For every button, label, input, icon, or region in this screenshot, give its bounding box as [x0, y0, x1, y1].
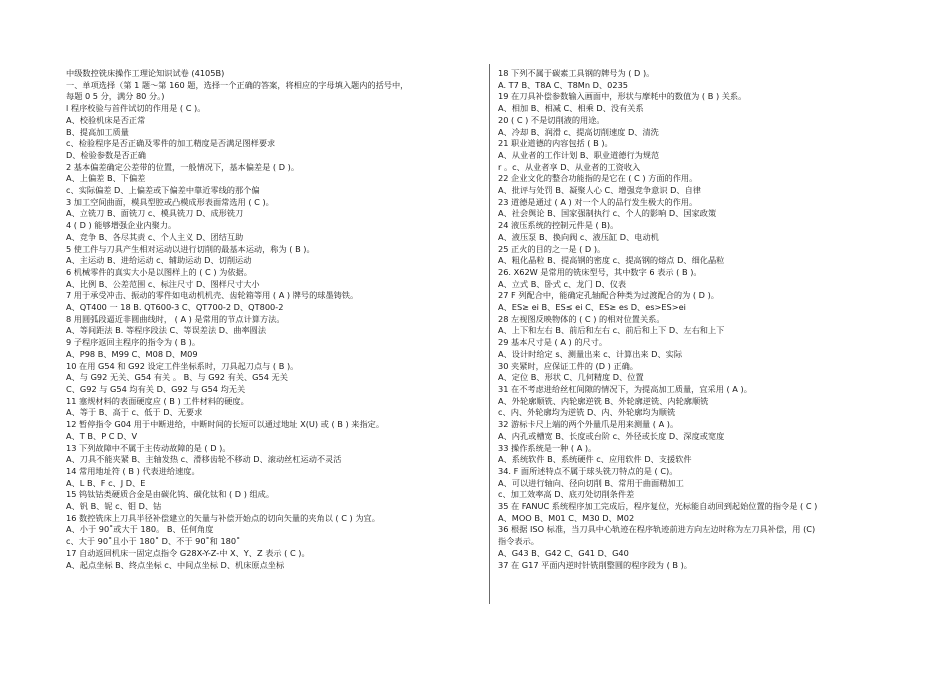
left-column-line: 一、单项选择（第 1 题～第 160 题，选择一个正确的答案，将相应的字母填入题内的括号中，: [66, 79, 409, 90]
right-column-line: A、相加 B、相减 C、相乘 D、没有关系: [498, 103, 644, 114]
left-column-line: 每题 0 5 分，满分 80 分。): [66, 91, 165, 102]
column-divider: [489, 64, 490, 604]
right-column-line: 32 游标卡尺上端的两个外量爪是用来测量 ( A )。: [498, 419, 679, 430]
right-column-line: A、从业者的工作计划 B、职业道德行为规范: [498, 149, 660, 160]
left-column-line: 中级数控铣床操作工理论知识试卷 (4105B): [66, 68, 225, 78]
right-column-line: 27 F 列配合中，能确定孔轴配合种类为过渡配合的为 ( D )。: [498, 290, 719, 301]
left-column-line: A、P98 B、M99 C、M08 D、M09: [66, 348, 198, 359]
left-column-line: A、竞争 B、各尽其责 c、个人主义 D、团结互助: [66, 231, 244, 242]
right-column: [498, 68, 898, 571]
left-column-line: A、刀具不能夹紧 B、主轴发热 c、滑移齿轮不移动 D、滚动丝杠运动不灵活: [66, 454, 342, 465]
right-column-line: A、社会舆论 B、国家强制执行 c、个人的影响 D、国家政策: [498, 208, 717, 219]
left-column-line: A、上偏差 B、下偏差: [66, 173, 146, 184]
left-column-line: 17 自动返回机床一固定点指令 G28X-Y-Z-中 X、Y、Z 表示 ( C )。: [66, 547, 310, 558]
right-column-line: c、加工效率高 D、底刃处切削条件差: [498, 489, 635, 500]
left-column-line: 15 钨钛钴类硬质合金是由碳化钨、碳化钛和 ( D ) 组成。: [66, 489, 275, 500]
right-column-line: A、冷却 B、润滑 c、提高切削速度 D、清洗: [498, 126, 659, 137]
right-column-line: r 。c、从业者享 D、从业者的工资收入: [498, 161, 641, 172]
right-column-line: A、系统软件 B、系统硬件 c、应用软件 D、支援软件: [498, 454, 692, 465]
right-column-line: A、设计时给定 s、测量出来 c、计算出来 D、实际: [498, 348, 683, 359]
left-column-line: 12 暂停指令 G04 用于中断进给，中断时间的长短可以通过地址 X(U) 或 ( B ) 来指定。: [66, 419, 385, 430]
right-column-line: 28 左视图反映物体的 ( C ) 的相对位置关系。: [498, 313, 665, 324]
right-column-line: A、ES≥ ei B、ES≤ ei C、ES≥ es D、es>ES>ei: [498, 302, 686, 313]
left-column-line: A、起点坐标 B、终点坐标 c、中间点坐标 D、机床原点坐标: [66, 559, 285, 570]
right-column-line: 23 道德是通过 ( A ) 对一个人的品行发生极大的作用。: [498, 196, 698, 207]
right-column-line: A、定位 B、形状 C、几何精度 D、位置: [498, 372, 644, 383]
right-column-line: A、上下和左右 B、前后和左右 c、前后和上下 D、左右和上下: [498, 325, 725, 336]
right-column-line: 22 企业文化的整合功能指的是它在 ( C ) 方面的作用。: [498, 173, 698, 184]
right-column-line: 30 夹紧时，应保证工件的 (D ) 正确。: [498, 360, 638, 371]
right-column-line: 36 根据 ISO 标准，当刀具中心轨迹在程序轨迹前进方向左边时称为左刀具补偿，用 (C): [498, 524, 816, 535]
right-column-line: A、MOO B、M01 C、M30 D、M02: [498, 512, 635, 523]
left-column-line: A、比例 B、公差范围 c、标注尺寸 D、图样尺寸大小: [66, 278, 260, 289]
right-column-line: 25 正火的目的之一是 ( D )。: [498, 243, 606, 254]
left-column-line: c、大于 90˚且小于 180˚ D、不于 90˚和 180˚: [66, 536, 241, 547]
right-column-line: A、G43 B、G42 C、G41 D、G40: [498, 547, 629, 558]
right-column-line: A、批评与处罚 B、凝聚人心 C、增强竞争意识 D、自律: [498, 185, 701, 196]
left-column-line: A、QT400 一 18 B. QT600-3 C、QT700-2 D、QT800-2: [66, 302, 284, 313]
right-column-line: 37 在 G17 平面内逆时针铣削整圆的程序段为 ( B )。: [498, 559, 692, 570]
left-column-line: 9 子程序返回主程序的指令为 ( B )。: [66, 337, 201, 348]
left-column-line: A、与 G92 无关、G54 有关 。 B、与 G92 有关、G54 无关: [66, 372, 288, 383]
left-column-line: B、提高加工质量: [66, 126, 129, 137]
right-column-line: A、液压泵 B、换向阀 c、液压缸 D、电动机: [498, 231, 659, 242]
left-column-line: 16 数控铣床上刀具半径补偿建立的矢量与补偿开始点的切向矢量的夹角以 ( C ) 为宜。: [66, 512, 380, 523]
left-column-line: A、等于 B、高于 c、低于 D、无要求: [66, 407, 203, 418]
left-column-line: 2 基本偏差确定公差带的位置，一般情况下，基本偏差是 ( D )。: [66, 161, 300, 172]
left-column-line: 7 用于承受冲击、振动的零件如电动机机壳、齿轮箱等用 ( A ) 牌号的球墨铸铁。: [66, 290, 359, 301]
right-column-line: 24 液压系统的控制元件是 ( B)。: [498, 220, 619, 231]
right-column-line: 34. F 面所述特点不属于球头铣刀特点的是 ( C)。: [498, 465, 678, 476]
right-column-line: A. T7 B、T8A C、T8Mn D、0235: [498, 79, 628, 90]
left-column-line: A、钒 B、铌 c、钼 D、钴: [66, 501, 162, 512]
left-column-line: A、主运动 B、进给运动 c、辅助运动 D、切削运动: [66, 255, 252, 266]
right-column-line: 指令表示。: [498, 536, 539, 547]
left-column-line: 14 常用地址符 ( B ) 代表进给速度。: [66, 465, 200, 476]
left-column-line: 3 加工空间曲面，模具型腔或凸模成形表面常选用 ( C )。: [66, 196, 274, 207]
right-column-line: c、内、外轮廓均为逆铣 D、内、外轮廓均为顺铣: [498, 407, 676, 418]
right-column-line: A、立式 B、卧式 c、龙门 D、仪表: [498, 278, 627, 289]
left-column-line: 5 使工件与刀具产生相对运动以进行切削的最基本运动，称为 ( B )。: [66, 243, 315, 254]
right-column-line: 35 在 FANUC 系统程序加工完成后，程序复位，光标能自动回到起始位置的指令是 ( C ): [498, 501, 818, 512]
right-column-line: A、粗化晶粒 B、提高钢的密度 c、提高钢的熔点 D、细化晶粒: [498, 255, 725, 266]
left-column-line: C、G92 与 G54 均有关 D、G92 与 G54 均无关: [66, 383, 246, 394]
left-column-line: 10 在用 G54 和 G92 设定工件坐标系时，刀具起刀点与 ( B )。: [66, 360, 299, 371]
right-column-line: 26. X62W 是常用的铣床型号，其中数字 6 表示 ( B )。: [498, 266, 702, 277]
right-column-line: A、内孔或槽宽 B、长度或台阶 c、外径或长度 D、深度或宽度: [498, 430, 725, 441]
right-column-line: 19 在刀具补偿参数输入画面中，形状与摩耗中的数值为 ( B ) 关系。: [498, 91, 747, 102]
left-column-line: 6 机械零件的真实大小是以图样上的 ( C ) 为依据。: [66, 266, 252, 277]
left-column-line: A、小于 90˚或大于 180。 B、任何角度: [66, 524, 214, 535]
left-column-line: 8 用圆弧段逼近非圆曲线时， ( A ) 是常用的节点计算方法。: [66, 313, 285, 324]
left-column-line: l 程序校验与首件试切的作用是 ( C )。: [66, 103, 206, 114]
left-column-line: A、L B、F c、J D、E: [66, 477, 146, 488]
left-column-line: 13 下列故障中不属于主传动故障的是 ( D )。: [66, 442, 231, 453]
left-column-line: c、实际偏差 D、上偏差或下偏差中靠近零线的那个偏: [66, 185, 260, 196]
left-column: [66, 68, 490, 571]
left-column-line: c、检验程序是否正确及零件的加工精度是否满足图样要求: [66, 138, 276, 149]
left-column-line: A、T B、P C D、V: [66, 430, 138, 441]
right-column-line: 33 操作系统是一种 ( A )。: [498, 442, 597, 453]
left-column-line: A、等间距法 B. 等程序段法 C、等误差法 D、曲率圆法: [66, 325, 267, 336]
right-column-line: A、外轮廓顺铣、内轮廓逆铣 B、外轮廓逆铣、内轮廓顺铣: [498, 395, 709, 406]
left-column-line: A、校验机床是否正常: [66, 114, 146, 125]
right-column-line: 20 ( C ) 不是切削液的用途。: [498, 114, 605, 125]
left-column-line: 4 ( D ) 能够增强企业内聚力。: [66, 220, 177, 231]
right-column-line: 21 职业道德的内容包括 ( B )。: [498, 138, 613, 149]
right-column-line: 31 在不考虑进给丝杠间隙的情况下，为提高加工质量，宜采用 ( A )。: [498, 383, 752, 394]
left-column-line: A、立铣刀 B、面铣刀 c、模具铣刀 D、成形铣刀: [66, 208, 244, 219]
left-column-line: D、检验参数是否正确: [66, 149, 146, 160]
right-column-line: 29 基本尺寸是 ( A ) 的尺寸。: [498, 337, 608, 348]
right-column-line: 18 下列不属于碳素工具钢的牌号为 ( D )。: [498, 68, 655, 78]
right-column-line: A、可以进行轴向、径向切削 B、常用于曲面精加工: [498, 477, 684, 488]
left-column-line: 11 塞规材料的表面硬度应 ( B ) 工件材料的硬度。: [66, 395, 249, 406]
